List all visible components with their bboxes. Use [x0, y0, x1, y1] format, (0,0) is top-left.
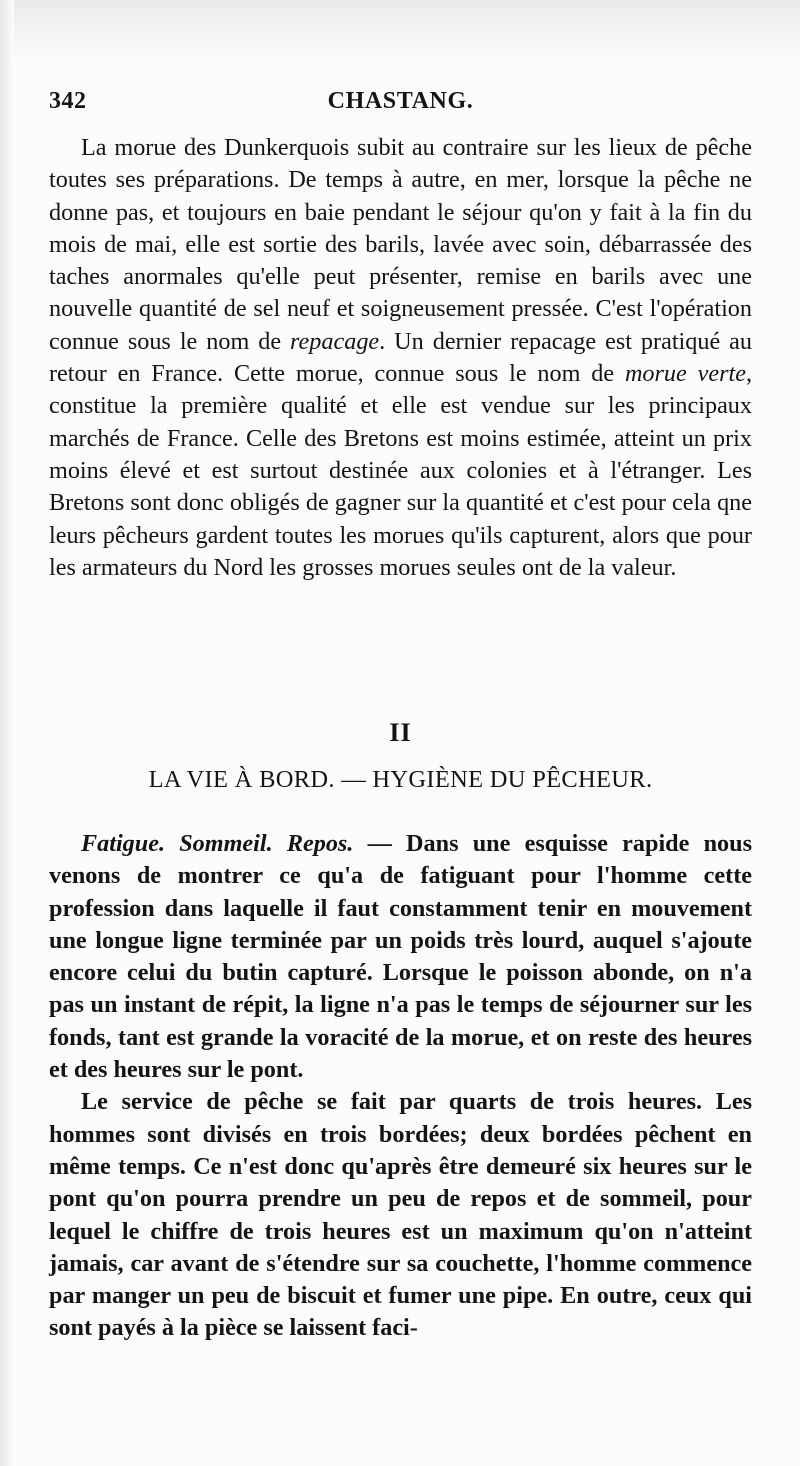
scan-left-shading	[0, 0, 14, 1466]
paragraph-text-part: . Un dernier repacage est pratiqué au retour en France. Cette morue, connue sous le nom de	[49, 327, 752, 388]
paragraph-rubric: Fatigue. Sommeil. Repos.	[81, 830, 354, 857]
paragraph-text-part: — Dans une esquisse rapide nous venons de montrer ce qu'a de fatiguant pour l'homme cette profession dans laquelle il faut constamment tenir en mouvement une longue ligne terminée par un poids très lourd, auquel s'ajoute encore celui du butin capturé. Lorsque le poisson abonde, on n'a pas un instant de répit, la ligne n'a pas le temps de séjourner sur les fonds, tant est grande la voracité de la morue, et on reste des heures et des heures sur le pont.	[49, 830, 752, 1084]
paragraph-service-de-peche: Le service de pêche se fait par quarts de trois heures. Les hommes sont divisés en trois bordées; deux bordées pêchent en même temps. Ce n'est donc qu'après être demeuré six heures sur le pont qu'on pourra prendre un peu de repos et de sommeil, pour lequel le chiffre de trois heures est un maximum qu'on n'atteint jamais, car avant de s'étendre sur sa couchette, l'homme commence par manger un peu de biscuit et fumer une pipe. En outre, ceux qui sont payés à la pièce se laissent faci-	[49, 1088, 752, 1342]
paragraph-fatigue	[49, 828, 752, 1345]
paragraph-text-part: La morue des Dunkerquois subit au contraire sur les lieux de pêche toutes ses préparations. De temps à autre, en mer, lorsque la pêche ne donne pas, et toujours en baie pendant le séjour qu'on y fait à la fin du mois de mai, elle est sortie des barils, lavée avec soin, débarrassée des taches anormales qu'elle peut présenter, remise en barils avec une nouvelle quantité de sel neuf et soigneusement pressée. C'est l'opération connue sous le nom de	[49, 134, 752, 355]
section-title: LA VIE À BORD. — HYGIÈNE DU PÊCHEUR.	[148, 766, 653, 793]
paragraph-text	[49, 132, 752, 584]
scan-top-shading	[0, 0, 800, 70]
italic-term-repacage: repacage	[290, 327, 380, 355]
italic-term-morue-verte: morue verte	[624, 360, 746, 388]
running-header	[49, 88, 752, 120]
paragraph-text	[49, 828, 752, 1086]
section-number: II	[389, 718, 412, 747]
running-title: CHASTANG.	[327, 88, 474, 114]
paragraph-text-part: , constitue la première qualité et elle est vendue sur les principaux marchés de France. Celle des Bretons est moins estimée, atteint un prix moins élevé et est surtout destinée aux colonies et à l'étranger. Les Bretons sont donc obligés de gagner sur la quantité et c'est pour cela qne leurs pêcheurs gardent toutes les morues qu'ils capturent, alors que pour les armateurs du Nord les grosses morues seules ont de la valeur.	[49, 360, 752, 581]
paragraph-repacage	[49, 132, 752, 584]
page-number: 342	[49, 88, 87, 114]
